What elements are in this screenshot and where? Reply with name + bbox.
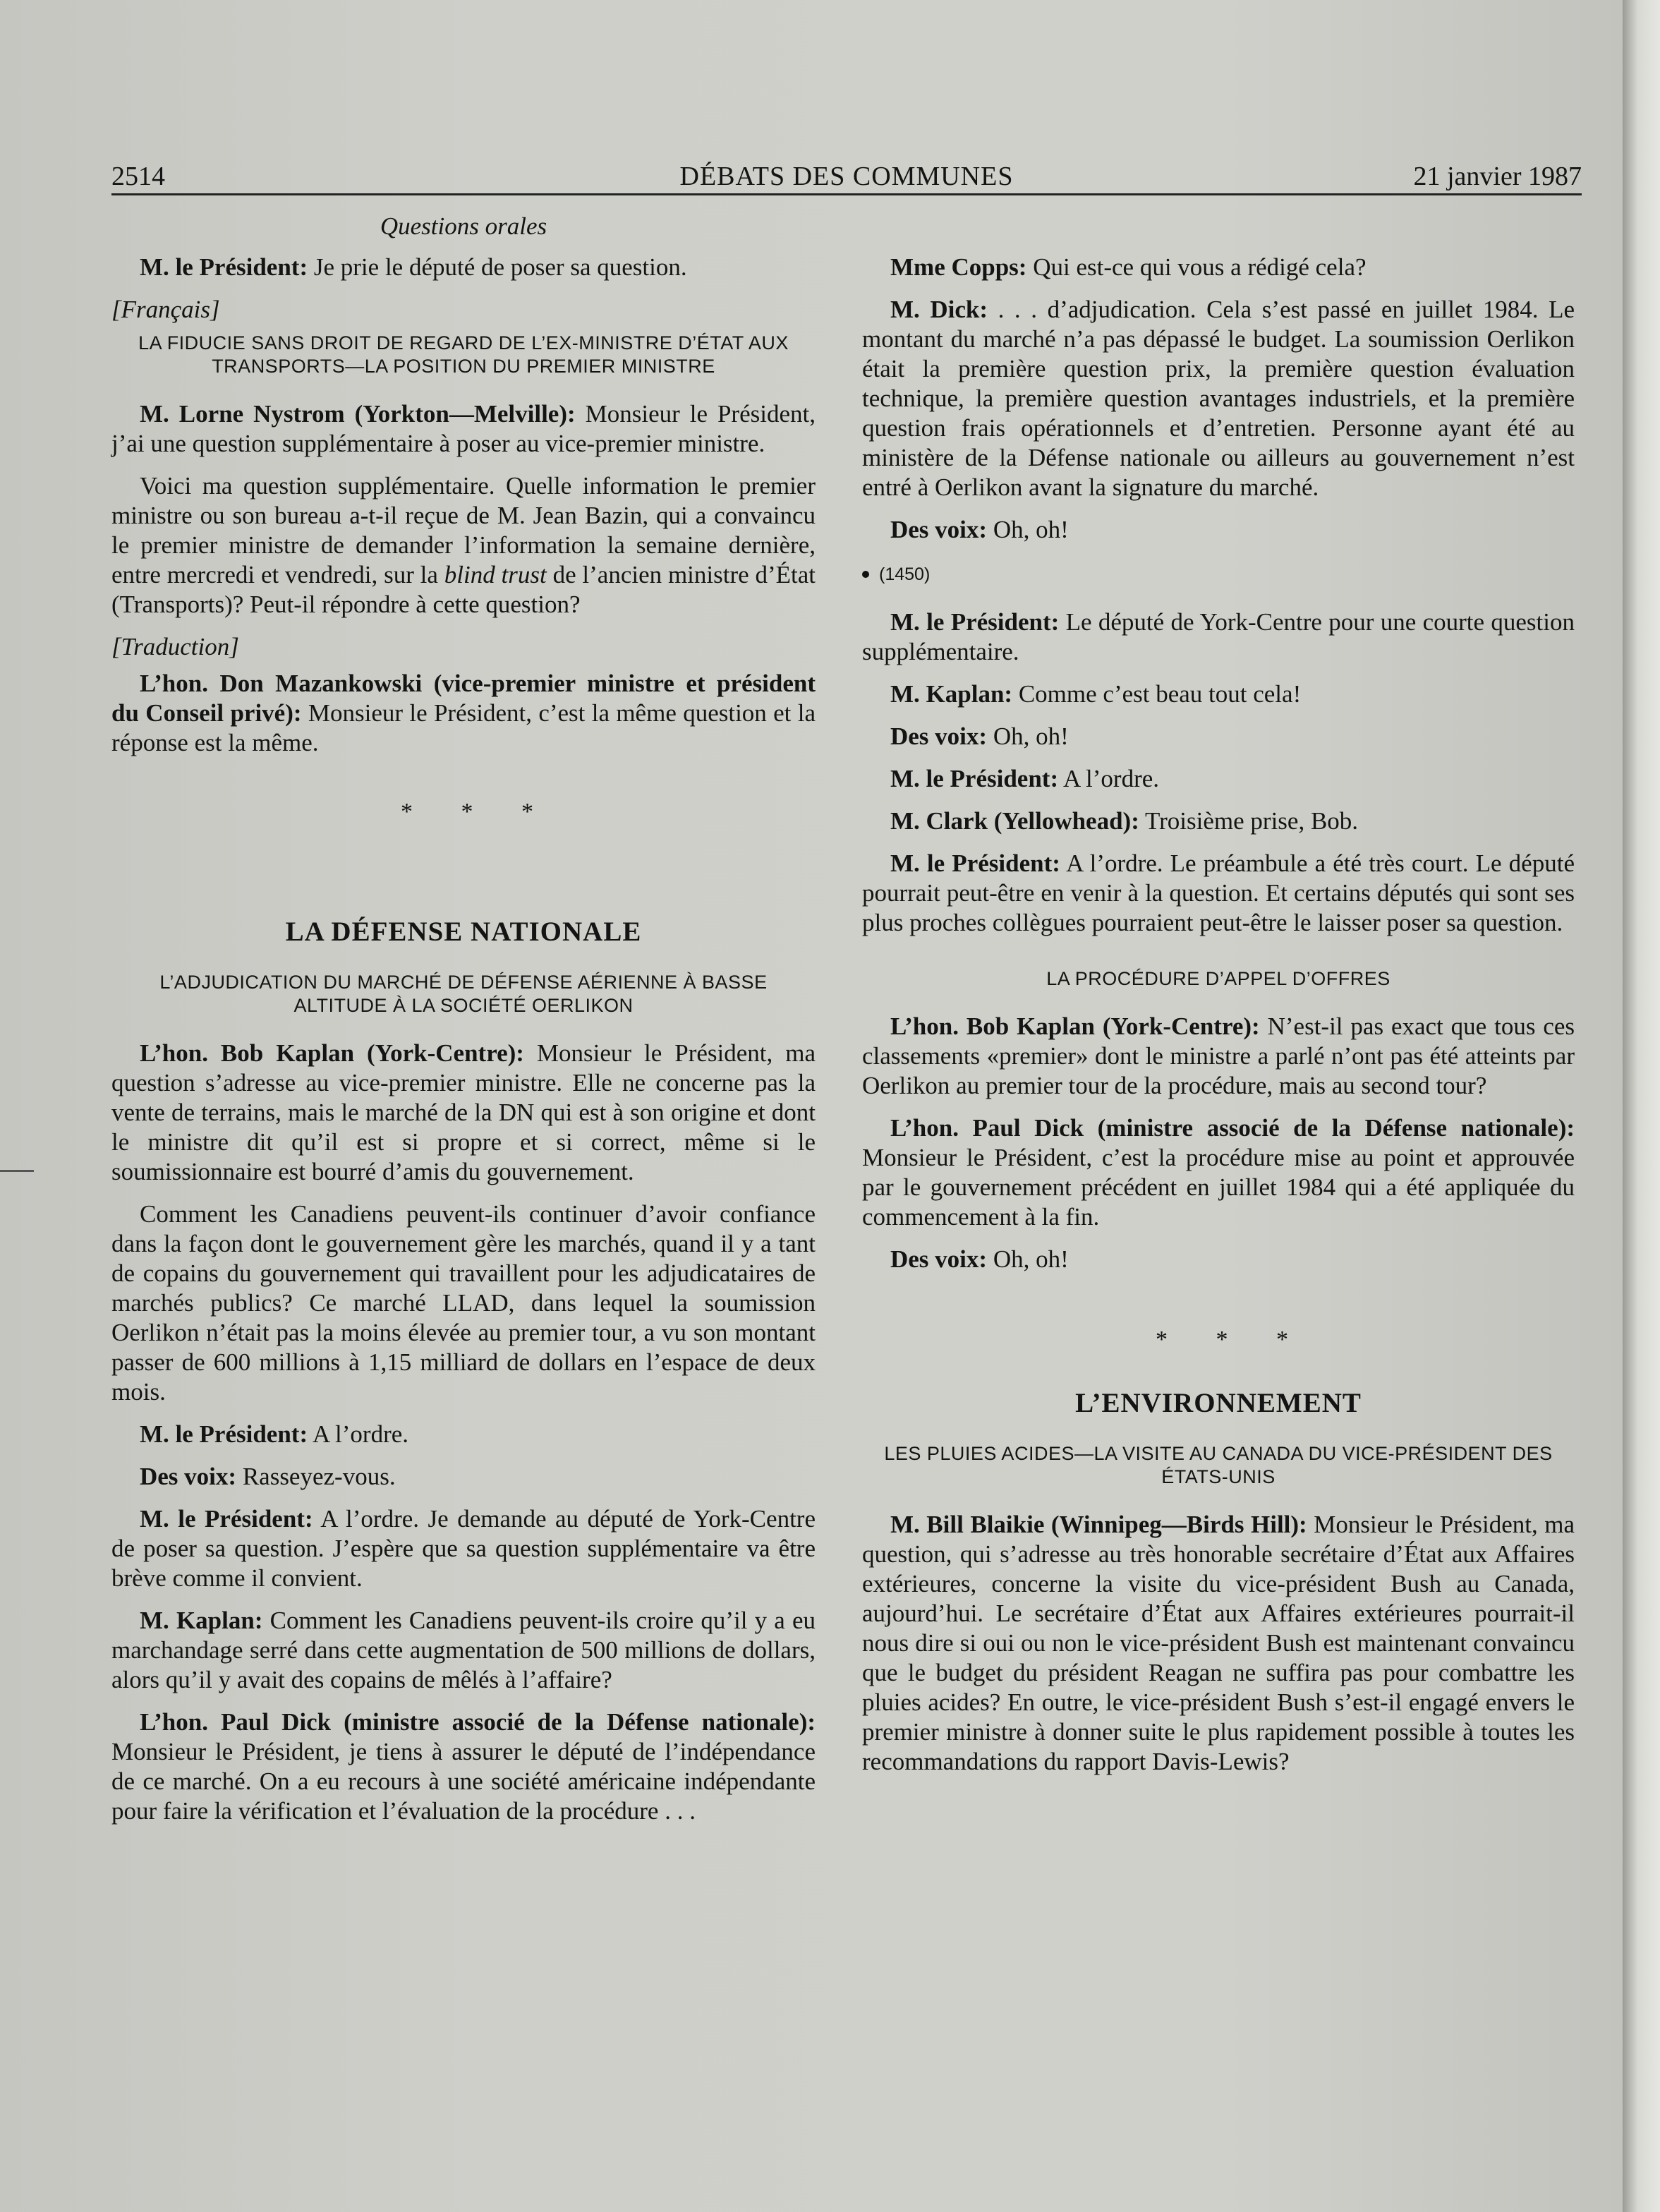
publication-title: DÉBATS DES COMMUNES <box>679 162 1014 191</box>
speaker: M. le Président: <box>140 1420 308 1448</box>
speaker: M. le Président: <box>890 850 1060 877</box>
paragraph: M. le Président: Le député de York-Centre pour une courte question supplémentaire. <box>862 608 1575 665</box>
speaker: M. Clark (Yellowhead): <box>890 807 1139 835</box>
page-header <box>111 161 1582 193</box>
paragraph: Mme Copps: Qui est-ce qui vous a rédigé cela? <box>890 253 1367 281</box>
paragraph: L’hon. Bob Kaplan (York-Centre): N’est-il pas exact que tous ces classements «premier» dont le ministre a parlé n’ont pas été atteints par Oerlikon au premier tour de la procédure, mais au second tour? <box>862 1013 1575 1099</box>
paragraph: M. le Président: A l’ordre. <box>140 1420 409 1448</box>
page-date: 21 janvier 1987 <box>1413 162 1582 191</box>
speaker: M. le Président: <box>140 253 308 281</box>
paragraph: M. Clark (Yellowhead): Troisième prise, Bob. <box>890 807 1359 835</box>
paragraph: L’hon. Don Mazankowski (vice-premier ministre et président du Conseil privé): Monsieur le Président, c’est la même question et la réponse est la même. <box>111 670 816 756</box>
margin-mark <box>0 1170 34 1172</box>
section-separator: * * * <box>1156 1326 1309 1353</box>
section-label: Questions orales <box>380 212 547 240</box>
section-separator: * * * <box>401 799 555 825</box>
language-note: [Traduction] <box>111 633 239 660</box>
speaker: L’hon. Paul Dick (ministre associé de la Défense nationale): <box>890 1114 1575 1142</box>
emphasis: blind trust <box>444 561 547 588</box>
speaker: M. le Président: <box>890 765 1059 792</box>
paragraph: M. le Président: A l’ordre. Je demande au député de York-Centre de poser sa question. J’espère que sa question supplémentaire va être brève comme il convient. <box>111 1505 816 1592</box>
speaker: M. Dick: <box>890 296 988 323</box>
paragraph: L’hon. Paul Dick (ministre associé de la Défense nationale): Monsieur le Président, je tiens à assurer le député de l’indépendance de ce marché. On a eu recours à une société américaine indépendante pour faire la vérification et l’évaluation de la procédure . . . <box>111 1708 816 1825</box>
paragraph: Des voix: Oh, oh! <box>890 516 1069 543</box>
paragraph: M. le Président: Je prie le député de poser sa question. <box>140 253 687 281</box>
speaker: Des voix: <box>890 516 988 543</box>
speaker: M. le Président: <box>140 1505 313 1533</box>
speaker: L’hon. Paul Dick (ministre associé de la Défense nationale): <box>140 1708 816 1736</box>
book-spine-edge <box>1623 0 1660 2212</box>
paragraph: M. Kaplan: Comment les Canadiens peuvent-ils croire qu’il y a eu marchandage serré dans cette augmentation de 500 millions de dollars, alors qu’il y avait des copains de mêlés à l’affaire? <box>111 1607 816 1693</box>
paragraph: L’hon. Bob Kaplan (York-Centre): Monsieur le Président, ma question s’adresse au vice-premier ministre. Elle ne concerne pas la vente de terrains, mais le marché de la DN qui est à son origine et dont le ministre dit qu’il est si propre et si correct, même si le soumissionnaire est bourré d’amis du gouvernement. <box>111 1039 816 1185</box>
paragraph: Des voix: Oh, oh! <box>890 723 1069 750</box>
speaker: M. le Président: <box>890 608 1060 636</box>
page-number: 2514 <box>111 162 165 191</box>
speaker: Des voix: <box>890 723 988 750</box>
speaker: L’hon. Don Mazankowski (vice-premier ministre et président du Conseil privé): <box>111 670 816 727</box>
paragraph: Des voix: Oh, oh! <box>890 1245 1069 1273</box>
left-column <box>111 212 816 1839</box>
speaker: M. Lorne Nystrom (Yorkton—Melville): <box>140 400 576 428</box>
header-rule <box>111 193 1582 195</box>
speaker: M. Kaplan: <box>890 680 1013 708</box>
subject-heading: LES PLUIES ACIDES—LA VISITE AU CANADA DU VICE-PRÉSIDENT DES ÉTATS-UNIS <box>884 1443 1553 1487</box>
speaker: L’hon. Bob Kaplan (York-Centre): <box>890 1013 1260 1040</box>
speaker: M. Kaplan: <box>140 1607 263 1634</box>
paragraph: Voici ma question supplémentaire. Quelle information le premier ministre ou son bureau a-t-il reçue de M. Jean Bazin, qui a convaincu le premier ministre de demander l’information la semaine dernière, entre mercredi et vendredi, sur la blind trust de l’ancien ministre d’État (Transports)? Peut-il répondre à cette question? <box>111 472 816 618</box>
paragraph: Des voix: Rasseyez-vous. <box>140 1463 396 1490</box>
subject-heading: L’ADJUDICATION DU MARCHÉ DE DÉFENSE AÉRIENNE À BASSE ALTITUDE À LA SOCIÉTÉ OERLIKON <box>159 972 768 1016</box>
paragraph: L’hon. Paul Dick (ministre associé de la Défense nationale): Monsieur le Président, c’est la procédure mise au point et approuvée par le gouvernement précédent en juillet 1984 qui a été appliquée du commencement à la fin. <box>862 1114 1575 1231</box>
bullet-icon <box>862 571 869 578</box>
paragraph: M. Lorne Nystrom (Yorkton—Melville): Monsieur le Président, j’ai une question supplémentaire à poser au vice-premier ministre. <box>111 400 816 457</box>
paragraph: M. Bill Blaikie (Winnipeg—Birds Hill): Monsieur le Président, ma question, qui s’adresse au très honorable secrétaire d’État aux Affaires extérieures, concerne la visite du vice-président Bush au Canada, aujourd’hui. Le secrétaire d’État aux Affaires extérieures pourrait-il nous dire si oui ou non le vice-président Bush est maintenant convaincu que le budget du président Reagan ne suffira pas pour combattre les pluies acides? En outre, le vice-président Bush s’est-il engagé envers le premier ministre à donner suite le plus rapidement possible à toutes les recommandations du rapport Davis-Lewis? <box>862 1511 1575 1775</box>
speaker: M. Bill Blaikie (Winnipeg—Birds Hill): <box>890 1511 1307 1538</box>
paragraph: M. Dick: . . . d’adjudication. Cela s’est passé en juillet 1984. Le montant du marché n’a pas dépassé le budget. La soumission Oerlikon était la première question prix, la première question évaluation technique, la première question avantages industriels, et la première question frais opérationnels et d’entretien. Personne ayant été au ministère de la Défense nationale ou ailleurs au gouvernement n’est entré à Oerlikon avant la signature du marché. <box>862 296 1575 501</box>
speaker: Des voix: <box>140 1463 237 1490</box>
section-heading: LA DÉFENSE NATIONALE <box>285 917 642 947</box>
subject-heading: LA FIDUCIE SANS DROIT DE REGARD DE L’EX-MINISTRE D’ÉTAT AUX TRANSPORTS—LA POSITION DU PREMIER MINISTRE <box>138 332 789 377</box>
paragraph: M. le Président: A l’ordre. Le préambule a été très court. Le député pourrait peut-être en venir à la question. Et certains députés qui sont ses plus proches collègues pourraient peut-être le laisser poser sa question. <box>862 850 1575 936</box>
section-heading: L’ENVIRONNEMENT <box>1075 1388 1362 1418</box>
speaker: L’hon. Bob Kaplan (York-Centre): <box>140 1039 524 1067</box>
speaker: Des voix: <box>890 1245 988 1273</box>
right-column <box>862 212 1575 1789</box>
language-note: [Français] <box>111 296 220 323</box>
time-marker: (1450) <box>862 557 1575 589</box>
speaker: Mme Copps: <box>890 253 1027 281</box>
paragraph: M. le Président: A l’ordre. <box>890 765 1160 792</box>
subject-heading: LA PROCÉDURE D’APPEL D’OFFRES <box>1046 968 1391 989</box>
paragraph: M. Kaplan: Comme c’est beau tout cela! <box>890 680 1302 708</box>
paragraph: Comment les Canadiens peuvent-ils continuer d’avoir confiance dans la façon dont le gouvernement gère les marchés, quand il y a tant de copains du gouvernement qui travaillent pour les adjudicataires de marchés publics? Ce marché LLAD, dans lequel la soumission Oerlikon n’était pas la moins élevée au premier tour, a vu son montant passer de 600 millions à 1,15 milliard de dollars en l’espace de deux mois. <box>111 1200 816 1406</box>
